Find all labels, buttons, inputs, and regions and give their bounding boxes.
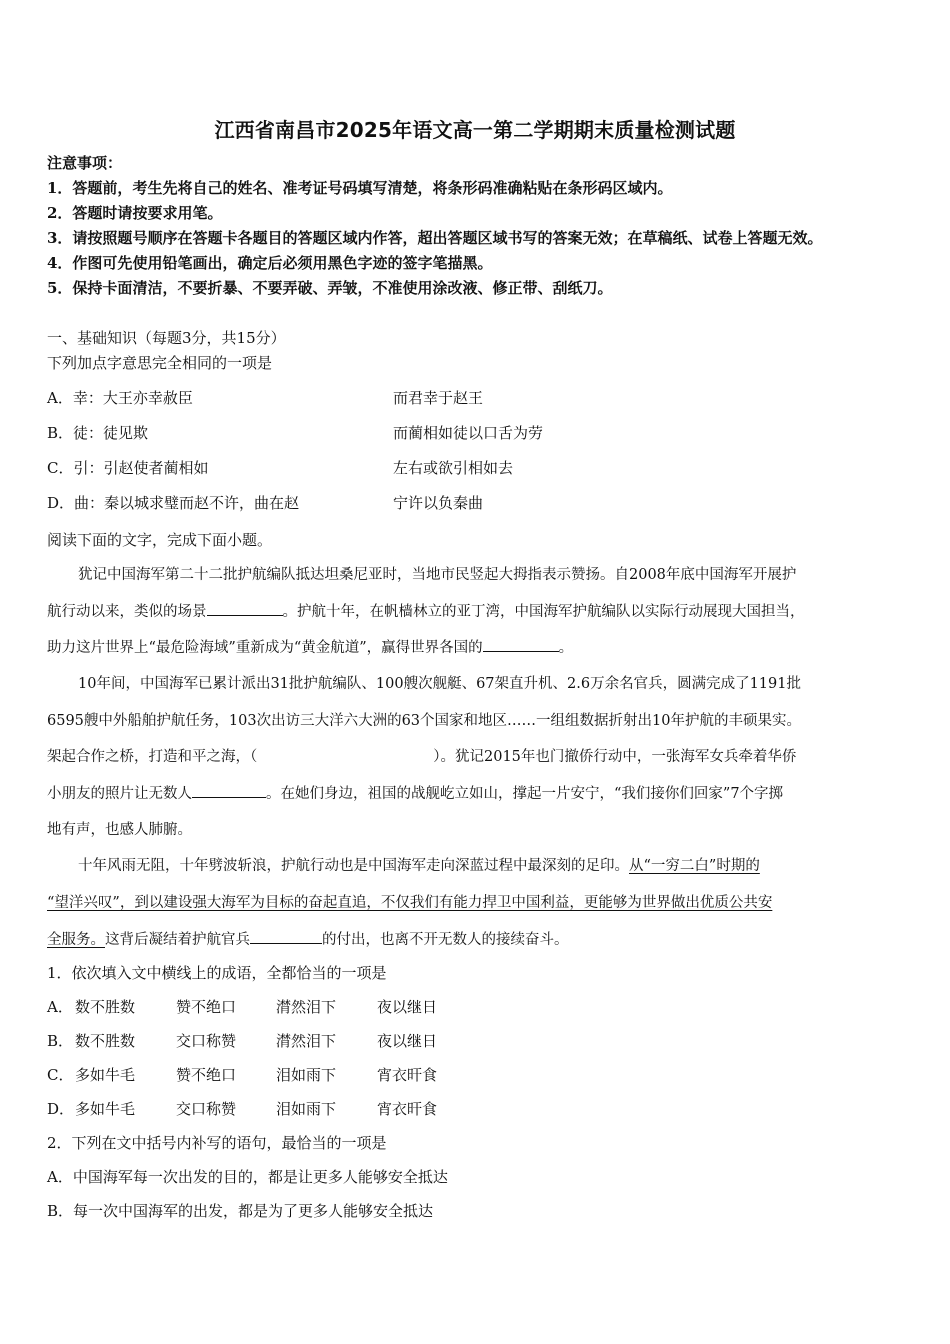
question-stem: 下列加点字意思完全相同的一项是 bbox=[47, 354, 273, 372]
option-b-left: B．徒：徒见欺 bbox=[47, 424, 149, 442]
option-a-left: A．幸：大王亦幸赦臣 bbox=[47, 389, 193, 407]
passage-text: 十年风雨无阻，十年劈波斩浪，护航行动也是中国海军走向深蓝过程中最深刻的足印。 bbox=[78, 858, 629, 874]
passage-text: 的付出，也离不开无数人的接续奋斗。 bbox=[322, 932, 569, 948]
q1-option-word: 交口称赞 bbox=[176, 1032, 237, 1050]
question-stem: 2．下列在文中括号内补写的语句，最恰当的一项是 bbox=[47, 1134, 387, 1152]
passage-text: 。 bbox=[558, 640, 574, 656]
q1-option-word: 交口称赞 bbox=[176, 1100, 237, 1118]
q1-option-word: 多如牛毛 bbox=[75, 1066, 136, 1084]
passage-line bbox=[47, 636, 573, 657]
passage-line bbox=[47, 745, 796, 766]
q1-option-word: 潸然泪下 bbox=[276, 1032, 337, 1050]
reading-intro: 阅读下面的文字，完成下面小题。 bbox=[47, 531, 273, 549]
passage-text: ）。犹记2015年也门撤侨行动中，一张海军女兵牵着华侨 bbox=[433, 749, 797, 765]
notice-item: 4．作图可先使用铅笔画出，确定后必须用黑色字迹的签字笔描黑。 bbox=[47, 254, 493, 272]
passage-line bbox=[47, 928, 569, 949]
q1-option-word: 泪如雨下 bbox=[276, 1100, 337, 1118]
notice-item: 1．答题前，考生先将自己的姓名、准考证号码填写清楚，将条形码准确粘贴在条形码区域内。 bbox=[47, 179, 673, 197]
q1-option-word: 赞不绝口 bbox=[176, 1066, 237, 1084]
q2-option: B．每一次中国海军的出发，都是为了更多人能够安全抵达 bbox=[47, 1202, 434, 1220]
q1-option-label: B． bbox=[47, 1032, 74, 1050]
q1-option-word: 数不胜数 bbox=[75, 998, 136, 1016]
passage-text: 。护航十年，在帆樯林立的亚丁湾，中国海军护航编队以实际行动展现大国担当， bbox=[282, 604, 805, 620]
passage-text: 小朋友的照片让无数人 bbox=[47, 786, 192, 802]
q1-option-label: C． bbox=[47, 1066, 74, 1084]
q1-option-word: 泪如雨下 bbox=[276, 1066, 337, 1084]
q1-option-word: 多如牛毛 bbox=[75, 1100, 136, 1118]
question-stem: 1．依次填入文中横线上的成语，全都恰当的一项是 bbox=[47, 964, 387, 982]
underlined-sentence: “望洋兴叹”，到以建设强大海军为目标的奋起直追，不仅我们有能力捍卫中国利益，更能够为世界做出优质公共安 bbox=[47, 895, 773, 911]
fill-blank bbox=[250, 929, 322, 944]
q1-option-word: 宵衣旰食 bbox=[377, 1066, 438, 1084]
passage-text: 架起合作之桥，打造和平之海，（ bbox=[47, 749, 258, 765]
passage-text: 助力这片世界上“最危险海域”重新成为“黄金航道”，赢得世界各国的 bbox=[47, 640, 483, 656]
fill-blank bbox=[483, 637, 559, 652]
option-a-right: 而君幸于赵王 bbox=[393, 389, 484, 407]
q1-option-word: 夜以继日 bbox=[377, 998, 438, 1016]
option-c-left: C．引：引赵使者蔺相如 bbox=[47, 459, 209, 477]
passage-text: 这背后凝结着护航官兵 bbox=[105, 932, 250, 948]
passage-line bbox=[78, 854, 760, 875]
notice-item: 5．保持卡面清洁，不要折暴、不要弄破、弄皱，不准使用涂改液、修正带、刮纸刀。 bbox=[47, 279, 613, 297]
passage-line: 10年间，中国海军已累计派出31批护航编队、100艘次舰艇、67架直升机、2.6万余名官兵，圆满完成了1191批 bbox=[78, 676, 801, 692]
notice-item: 3．请按照题号顺序在答题卡各题目的答题区域内作答，超出答题区域书写的答案无效；在草稿纸、试卷上答题无效。 bbox=[47, 229, 823, 247]
q1-option-label: D． bbox=[47, 1100, 75, 1118]
fill-blank bbox=[207, 601, 283, 616]
passage-line bbox=[47, 600, 805, 621]
passage-text: 航行动以来，类似的场景 bbox=[47, 604, 207, 620]
q1-option-word: 数不胜数 bbox=[75, 1032, 136, 1050]
q1-option-word: 宵衣旰食 bbox=[377, 1100, 438, 1118]
option-b-right: 而蔺相如徒以口舌为劳 bbox=[393, 424, 544, 442]
passage-text: 。在她们身边，祖国的战舰屹立如山，撑起一片安宁，“我们接你们回家”7个字掷 bbox=[266, 786, 784, 802]
q2-option: A．中国海军每一次出发的目的，都是让更多人能够安全抵达 bbox=[47, 1168, 448, 1186]
underlined-sentence: 全服务。 bbox=[47, 932, 105, 948]
q1-option-label: A． bbox=[47, 998, 73, 1016]
fill-blank bbox=[192, 783, 266, 798]
underlined-sentence: 从“一穷二白”时期的 bbox=[629, 858, 760, 874]
passage-line: 地有声，也感人肺腑。 bbox=[47, 822, 192, 838]
passage-line: 6595艘中外船舶护航任务，103次出访三大洋六大洲的63个国家和地区……一组组数据折射出10年护航的丰硕果实。 bbox=[47, 713, 801, 729]
notice-item: 2．答题时请按要求用笔。 bbox=[47, 204, 223, 222]
q1-option-word: 潸然泪下 bbox=[276, 998, 337, 1016]
option-d-left: D．曲：秦以城求璧而赵不许，曲在赵 bbox=[47, 494, 300, 512]
exam-title: 江西省南昌市2025年语文高一第二学期期末质量检测试题 bbox=[214, 118, 736, 142]
passage-line bbox=[47, 782, 783, 803]
option-c-right: 左右或欲引相如去 bbox=[393, 459, 514, 477]
passage-line: 犹记中国海军第二十二批护航编队抵达坦桑尼亚时，当地市民竖起大拇指表示赞扬。自2008年底中国海军开展护 bbox=[78, 567, 797, 583]
section-heading: 一、基础知识（每题3分，共15分） bbox=[47, 329, 286, 347]
option-d-right: 宁许以负秦曲 bbox=[393, 494, 484, 512]
notice-heading: 注意事项： bbox=[47, 154, 123, 172]
q1-option-word: 赞不绝口 bbox=[176, 998, 237, 1016]
q1-option-word: 夜以继日 bbox=[377, 1032, 438, 1050]
